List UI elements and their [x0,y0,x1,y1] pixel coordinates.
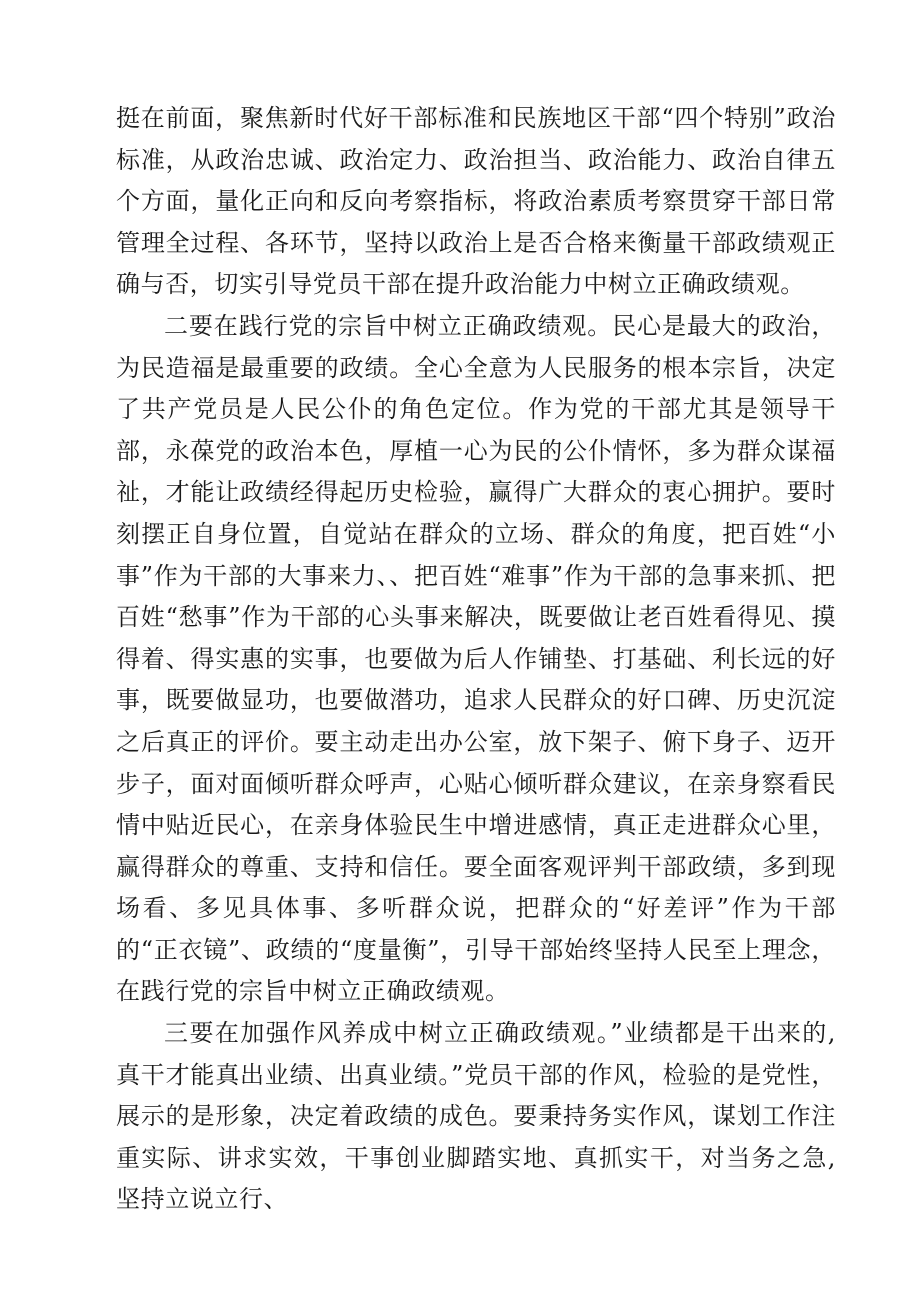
document-body [116,98,836,1221]
paragraph-three: 三要在加强作风养成中树立正确政绩观。”业绩都是干出来的,真干才能真出业绩、出真业绩。”党员干部的作风，检验的是党性，展示的是形象，决定着政绩的成色。要秉持务实作风，谋划工作注重实际、讲求实效，干事创业脚踏实地、真抓实干，对当务之急,坚持立说立行、 [116,1019,836,1214]
paragraph-continuation: 挺在前面，聚焦新时代好干部标准和民族地区干部“四个特别”政治标准，从政治忠诚、政治定力、政治担当、政治能力、政治自律五个方面，量化正向和反向考察指标，将政治素质考察贯穿干部日常管理全过程、各环节，坚持以政治上是否合格来衡量干部政绩观正确与否，切实引导党员干部在提升政治能力中树立正确政绩观。 [116,104,836,299]
paragraph-two: 二要在践行党的宗旨中树立正确政绩观。民心是最大的政治，为民造福是最重要的政绩。全心全意为人民服务的根本宗旨，决定了共产党员是人民公仆的角色定位。作为党的干部尤其是领导干部，永葆党的政治本色，厚植一心为民的公仆情怀，多为群众谋福祉，才能让政绩经得起历史检验，赢得广大群众的衷心拥护。要时刻摆正自身位置，自觉站在群众的立场、群众的角度，把百姓“小事”作为干部的大事来力、、把百姓“难事”作为干部的急事来抓、把百姓“愁事”作为干部的心头事来解决，既要做让老百姓看得见、摸得着、得实惠的实事，也要做为后人作铺垫、打基础、利长远的好事，既要做显功，也要做潜功，追求人民群众的好口碑、历史沉淀之后真正的评价。要主动走出办公室，放下架子、俯下身子、迈开步子，面对面倾听群众呼声，心贴心倾听群众建议，在亲身察看民情中贴近民心，在亲身体验民生中增进感情，真正走进群众心里，赢得群众的尊重、支持和信任。要全面客观评判干部政绩，多到现场看、多见具体事、多听群众说，把群众的“好差评”作为干部的“正衣镜”、政绩的“度量衡”，引导干部始终坚持人民至上理念，在践行党的宗旨中树立正确政绩观。 [116,311,836,1006]
